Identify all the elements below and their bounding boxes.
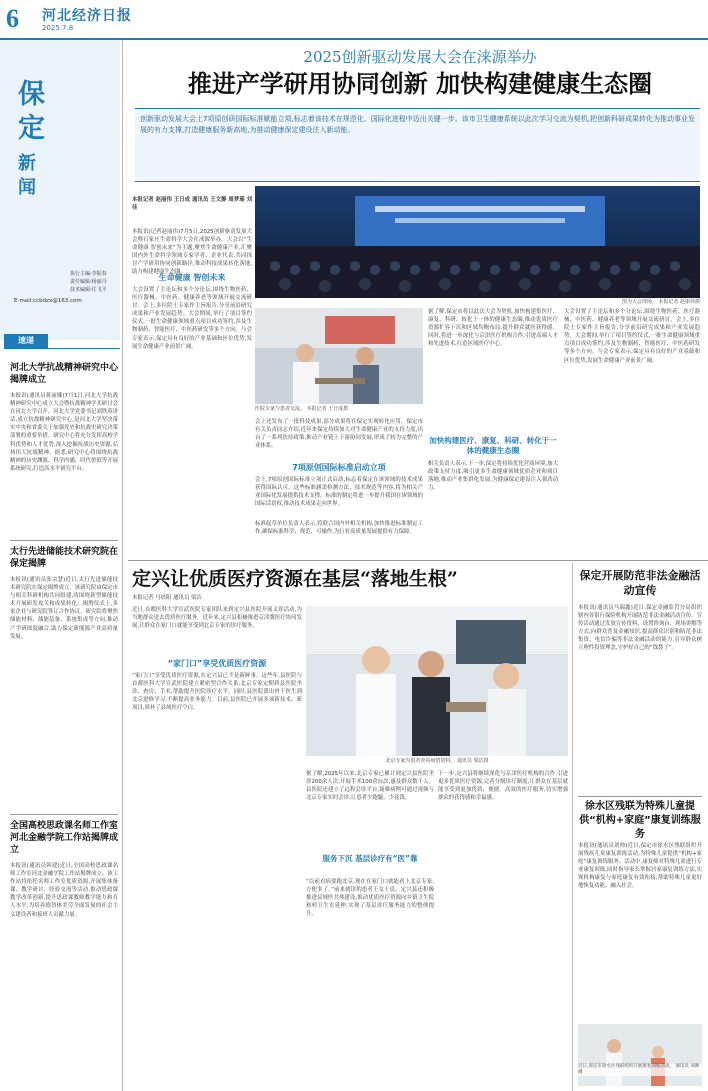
specialist-image: [306, 606, 568, 756]
right-article1-body: 本报讯(通讯员马瑞鑫)近日,保定金融监管分局组织辖内各银行保险机构开展防范非法金融活动宣传。宣传活动通过发放宣传资料、设置咨询台、现场讲解等方式,向群众普及金融知识,提高群众识别和防范非法集资、电信诈骗等非法金融活动的能力,引导群众树立理性投资理念,守护好自己的“钱袋子”。: [578, 605, 702, 652]
mid-article-sub1: “家门口”享受优质医疗资源: [167, 659, 267, 668]
left-story2-body: 本报讯(通讯员张宗慧)近日,太行先进储能技术研究院在保定揭牌成立。该研究院由保定市与相关科研机构共同组建,将围绕新型储能技术开展研发攻关和成果转化。揭牌仪式上,多家企业与研究院签订合作协议。研究院将聚焦储能材料、储能装备、系统集成等方向,推动产学研深度融合,助力保定新能源产业高质量发展。: [10, 577, 118, 640]
top-article-body1: 本报讯(记者赵丽伟)7月5日,2025创新驱动发展大会暨石家庄生命科学大会在涞源举办。大会以“生命健康 智创未来”为主题,聚焦生命健康产业,汇聚国内外生命科学领域专家学者、企业代表,共同探讨产学研用协同创新路径,推动科技成果转化落地,助力构建健康生态圈。: [132, 229, 252, 276]
mid-article-sub2: 服务下沉 基层诊疗有“医”靠: [322, 854, 418, 863]
left-story1-body: 本报讯(通讯员蒋丽娜)7月1日,河北大学抗战精神研究中心成立大会暨抗战精神学术研讨会在河北大学召开。河北大学党委书记刘铁英讲话,成立抗战精神研究中心,是河北大学坚决落实中央和省委关于加强党史和抗战史研究决策部署的重要举措。研究中心将充分发挥高校学科优势和人才优势,深入挖掘抗战历史资源,弘扬伟大抗战精神。据悉,研究中心将围绕抗战精神的历史渊源、科学内涵、时代价值等开展系统研究,打造高水平研究平台。: [10, 393, 118, 472]
left-story3-title: 全国高校思政课名师工作室河北金融学院工作站揭牌成立: [10, 821, 119, 855]
left-story2-title: 太行先进储能技术研究院在保定揭牌: [10, 547, 119, 569]
page-number: 6: [6, 4, 19, 33]
section-city-label: 保定: [18, 79, 45, 144]
top-article-body4: 会上,7项原创国际标准立项正式启动,标志着保定在该领域的技术成果获得国际认可。这些标准涵盖检测方法、技术规范等内容,将为相关产业国际化发展提供技术支撑。标准的制定将进一步提升我国在该领域的国际话语权,推动技术成果走向世界。: [255, 477, 423, 508]
specialist-photo: [306, 606, 568, 756]
right-article1-title: 保定开展防范非法金融活动宣传: [579, 569, 701, 597]
conference-photo: [255, 186, 700, 298]
mid-article-body3: “以前看病要跑北京,现在在家门口就能看上北京专家,方便多了。”前来就诊的患者王女士说。定兴县还积极推进县域医共体建设,推动优质医疗资源向乡镇卫生院和村卫生室延伸,实现了基层诊疗服务能力的整体提升。: [306, 879, 434, 918]
left-story1-title: 河北大学抗战精神研究中心揭牌成立: [10, 363, 119, 385]
rehab-photo-caption: 近日,保定市徐水区残联组织开展康复训练活动。 通讯员 刘帅摄: [578, 1064, 702, 1076]
left-divider-2: [10, 814, 118, 815]
mid-article-byline: 本报记者 马晨阳 通讯员 梁洁: [132, 595, 202, 601]
right-article2-title: 徐水区残联为特殊儿童提供“机构+家庭”康复训练服务: [579, 801, 701, 840]
top-article-kicker: 2025创新驱动发展大会在涞源举办: [303, 48, 537, 66]
conference-photo-caption: 图为大会现场。 本报记者 赵丽伟摄: [621, 299, 700, 305]
top-article-sub2: 7项原创国际标准启动立项: [292, 463, 386, 472]
masthead: [0, 0, 708, 40]
issue-date: 2025.7.8: [42, 24, 74, 32]
mid-article-body1: “家门口”享受优质医疗资源,在定兴县已不是新鲜事。这些年,县医院与首都医科大学宣武医院建立紧密型合作关系,北京专家定期到县医院坐诊、查房、手术,帮助提升医院诊疗水平。同时,县医院派出骨干医生到北京进修学习,不断提高业务能力。目前,县医院已开展多项新技术、新项目,填补了县域医疗空白。: [132, 673, 302, 712]
top-article-lead: 创新驱动发展大会上7项原创研国际标准赋能立项,标志着该技术在规范化、国际化进程中迈出关键一步。该市卫生健康系统以此次学习交流为契机,把创新科研成果转化为推动事业发展的有力支撑,打造健康服务新高地,为推动健康保定建设注入新动能。: [140, 115, 695, 134]
top-article-body7: 相关负责人表示,下一步,保定将持续优化营商环境,加大政策支持力度,吸引更多生命健康领域优质企业和项目落地,推动产业集群化发展,为健康保定建设注入强劲动力。: [428, 461, 558, 492]
mid-article-body2: 据了解,2025年以来,北京专家已累计到定兴县医院坐诊200余人次,开展手术100余台次,惠及群众数千人。县医院还建立了远程会诊平台,疑难病例可通过视频与北京专家实时会诊,让患者少跑腿、少花钱。: [306, 771, 434, 802]
editor-email: E-mail:ccbdzx@163.com: [14, 298, 82, 304]
doctor-consult-photo: [255, 308, 423, 404]
top-article-body-right: 大会设置了主论坛和多个分论坛,围绕生物医药、医疗器械、中医药、健康养老等领域开展交流研讨。会上,多位院士专家作主旨报告,分享前沿研究成果和产业发展趋势。大会期间,举行了项目签约仪式,一批生命健康领域重点项目成功签约,涉及生物制药、智能医疗、中医药研发等多个方向。与会专家表示,保定具有良好的产业基础和区位优势,发展生命健康产业前景广阔。: [564, 309, 700, 364]
mid-article-intro: 近日,首都医科大学宣武医院专家团队来到定兴县医院开展义诊活动,为当地群众送去优质医疗服务。近年来,定兴县积极推进京津冀医疗协同发展,让群众在家门口就能享受到北京专家的诊疗服务。: [132, 607, 302, 630]
top-article-body2: 大会设置了主论坛和多个分论坛,围绕生物医药、医疗器械、中医药、健康养老等领域开展交流研讨。会上,多位院士专家作主旨报告,分享前沿研究成果和产业发展趋势。大会期间,举行了项目签约仪式,一批生命健康领域重点项目成功签约,涉及生物制药、智能医疗、中医药研发等多个方向。与会专家表示,保定具有良好的产业基础和区位优势,发展生命健康产业前景广阔。: [132, 287, 252, 350]
top-article-sub1: 生命健康 智创未来: [158, 273, 226, 282]
right-article2-body: 本报讯(通讯员刘帅)近日,保定市徐水区残联组织开展残疾儿童康复训练活动,为特殊儿童提供“机构+家庭”康复训练服务。活动中,康复师对特殊儿童进行专业康复训练,同时指导家长掌握居家康复训练方法,实现机构康复与家庭康复有效衔接,帮助特殊儿童更好地恢复功能、融入社会。: [578, 843, 702, 890]
specialist-photo-caption: 北京专家为患者查看病情资料。 通讯员 梁洁摄: [385, 758, 489, 764]
top-article-body3: 会上还发布了一批科技成果,部分成果将在保定实现转化应用。保定市有关负责同志介绍,近年来保定持续加大对生命健康产业的支持力度,出台了一系列扶持政策,推动产业链上下游协同发展,形成了较为完整的产业体系。: [255, 419, 423, 450]
top-article-bottom-rule: [128, 560, 708, 561]
top-article-byline: 本报记者 赵丽伟 王日成 通讯员 王文静 周梦瑶 刘佳: [132, 197, 252, 212]
doctor-consult-image: [255, 308, 423, 404]
section-news-label: 新闻: [18, 153, 36, 198]
top-article-headline: 推进产学研用协同创新 加快构建健康生态圈: [187, 69, 653, 98]
left-story3-body: 本报讯(通讯员韩建)近日,全国高校思政课名师工作室河北金融学院工作站揭牌成立。该工作站将依托名师工作室优质资源,开展集体备课、教学研讨、经验交流等活动,推动思政课教学改革创新,提升思政课教师教学能力和育人水平,为培养德智体美劳全面发展的社会主义建设者和接班人贡献力量。: [10, 863, 118, 918]
mid-right-separator: [572, 562, 573, 1091]
left-divider-1: [10, 540, 118, 541]
top-article-sub3: 加快构建医疗、康复、科研、转化于一体的健康生态圈: [429, 436, 557, 455]
express-rule: [4, 348, 120, 349]
mid-article-body4: 下一步,定兴县将继续深化与京津医疗机构的合作,引进更多优质医疗资源,完善分级诊疗制度,让群众在基层就能享受到更加优质、便捷、高效的医疗服务,切实增强群众的获得感和幸福感。: [438, 771, 568, 802]
paper-name: 河北经济日报: [42, 8, 132, 24]
top-article-body6-intro: 据了解,保定市将以此次大会为契机,加快构建集医疗、康复、科研、转化于一体的健康生态圈,推动优质医疗资源扩容下沉和区域均衡布局,提升群众就医获得感。同时,将进一步深化与京津医疗机构合作,引进高端人才和先进技术,打造区域医疗中心。: [428, 309, 558, 348]
conference-hall-image: [255, 186, 700, 298]
rehab-photo: [578, 1024, 702, 1086]
doctor-consult-caption: 医院专家与患者交流。 本报记者 王日成摄: [255, 406, 349, 412]
express-label: 速递: [4, 334, 48, 348]
mid-article-headline: 定兴让优质医疗资源在基层“落地生根”: [132, 568, 458, 590]
right-divider: [578, 796, 702, 797]
rehab-image: [578, 1024, 702, 1086]
left-column-separator: [122, 40, 123, 1091]
editor-credits: 执行主编:李振春 责任编辑:杨丽丹 技术编辑:任飞平: [70, 271, 107, 293]
top-article-body5: 标准起草单位负责人表示,将联合国内外相关机构,加快推进标准制定工作,确保标准科学、规范、可操作,为行业高质量发展提供有力保障。: [255, 521, 423, 536]
